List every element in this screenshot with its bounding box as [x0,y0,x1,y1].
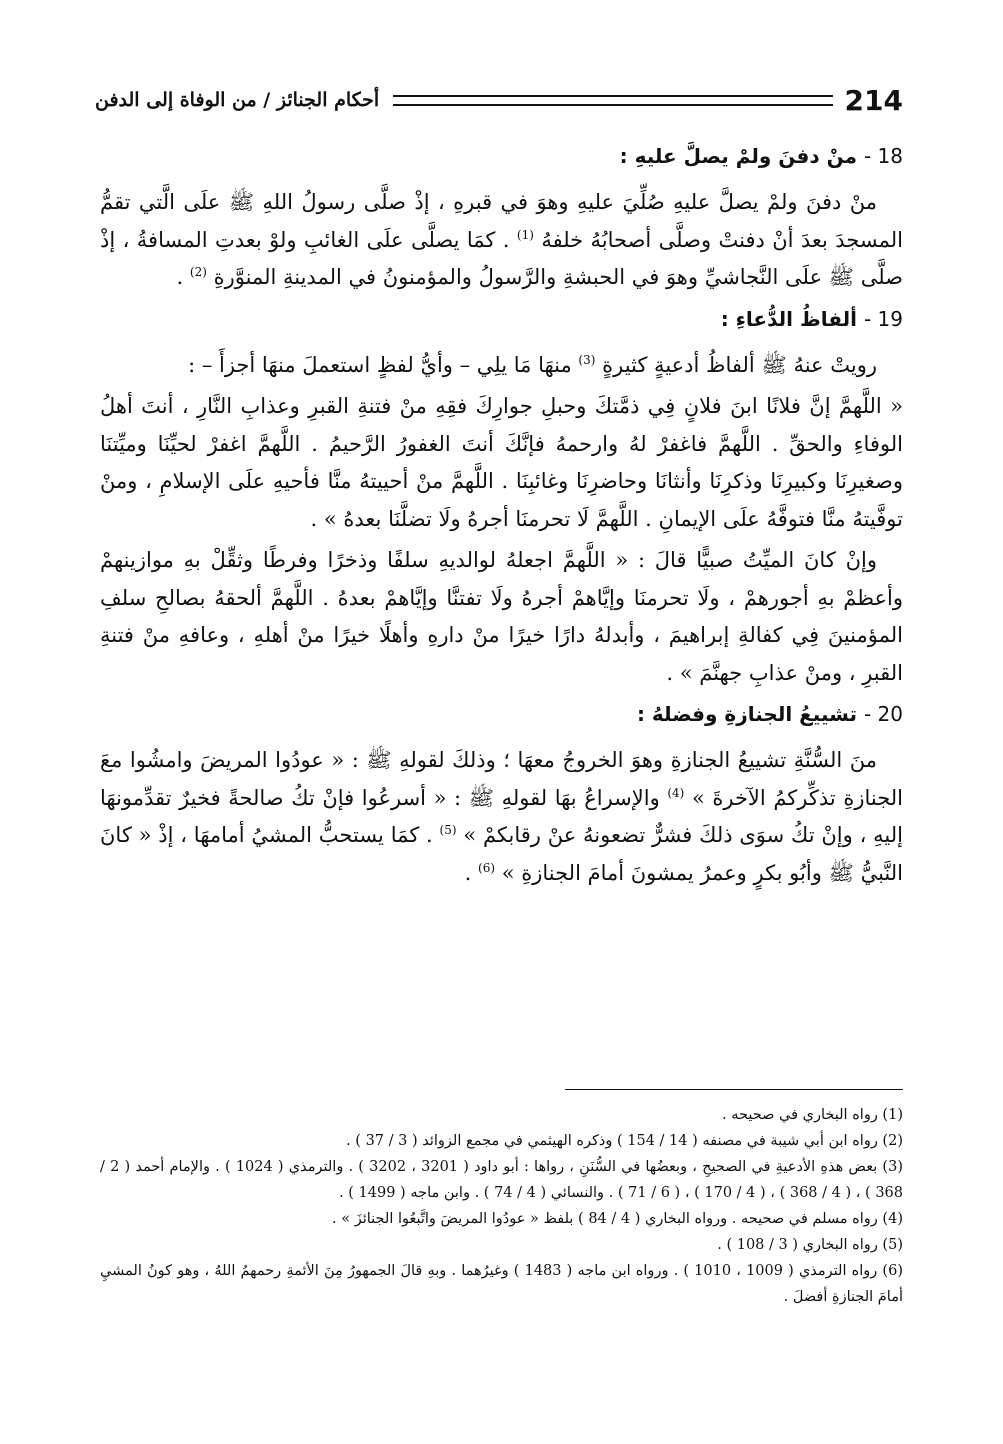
footnote-2: (2) رواه ابن أبي شيبة في مصنفه ( 14 / 154 ) وذكره الهيثمي في مجمع الزوائد ( 3 / 37 ) . [346,1133,903,1149]
paragraph-text: منهَا مَا يلِي – وأيُّ لفظٍ استعملَ منهَا أجزأَ – : [188,352,572,377]
section-title: ألفاظُ الدُّعاءِ : [720,306,857,331]
footnote-ref-3[interactable]: (3) [578,352,596,367]
footnote-ref-6[interactable]: (6) [478,860,496,875]
page-number: 214 [844,83,903,117]
section-number: 19 - [863,306,903,331]
footnote-ref-5[interactable]: (5) [439,823,457,837]
footnote-ref-1[interactable]: (1) [516,227,534,242]
paragraph-text: . [176,265,184,289]
section-18-paragraph [100,184,903,297]
header-double-rule [393,95,832,106]
footnote-separator [565,1089,903,1090]
page-header [95,80,903,120]
section-heading-20 [100,696,903,732]
section-19-intro [100,347,903,385]
footnote-ref-4[interactable]: (4) [667,785,685,800]
dua-child: وإنْ كانَ الميِّتُ صبيًّا قالَ : « اللَّهمَّ اجعلهُ لوالديهِ سلفًا وذخرًا وفرطًا وثقِّلْ بهِ موازينهمْ وأعظمْ بهِ أجورهمْ ، ولَا تحرمنَا وإيَّاهمْ أجرهُ ولَا تفتنَّا وإيَّاهمْ بعدهُ . اللَّهمَّ ألحقهُ بصالحِ سلفِ المؤمنينَ فِي كفالةِ إبراهيمَ ، وأبدلهُ دارًا خيرًا منْ دارهِ وأهلًا خيرًا منْ أهلهِ ، وعافهِ منْ فتنةِ القبرِ ، ومنْ عذابِ جهنَّمَ » . [100,548,903,685]
section-number: 20 - [863,702,903,726]
paragraph-text: منَ السُّنَّةِ تشييعُ الجنازةِ وهوَ الخروجُ معهَا ؛ وذلكَ لقولهِ ﷺ : « عودُوا المريضَ وامشُوا معَ الجنازةِ تذكِّركمُ الآخرةَ » [100,748,903,810]
section-number: 18 - [863,144,903,168]
section-title: منْ دفنَ ولمْ يصلَّ عليهِ : [619,144,857,168]
paragraph-text: . كمَا يصلَّى علَى الغائبِ ولوْ بعدتِ المسافةُ ، إذْ صلَّى ﷺ علَى النَّجاشيِّ وهوَ في الحبشةِ والرَّسولُ والمؤمنونُ في المدينةِ المنوَّرةِ [100,227,903,289]
dua-adult: « اللَّهمَّ إنَّ فلانًا ابنَ فلانٍ فِي ذمَّتكَ وحبلِ جوارِكَ فقِهِ منْ فتنةِ القبرِ وعذابِ النَّارِ ، أنتَ أهلُ الوفاءِ والحقِّ . اللَّهمَّ فاغفرْ لهُ وارحمهُ فإنَّكَ أنتَ الغفورُ الرَّحيمُ . اللَّهمَّ اغفرْ لحيِّنَا وميِّتنَا وصغيرِنَا وكبيرِنَا وذكرِنَا وأنثانَا وحاضرِنَا وغائبِنَا . اللَّهمَّ منْ أحييتهُ منَّا فأحيهِ علَى الإسلامِ ، ومنْ توفَّيتهُ منَّا فتوفَّهُ علَى الإيمانِ . اللَّهمَّ لَا تحرمنَا أجرهُ ولَا تضلَّنَا بعدهُ » . [100,394,903,531]
paragraph-text: . [464,860,472,885]
footnote-ref-2[interactable]: (2) [189,265,207,279]
footnote-3: (3) بعض هذهِ الأدعيةِ في الصحيحِ ، وبعضُها في السُّنَنِ ، رواها : أبو داود ( 3201 ، 3202 ) . والترمذي ( 1024 ) . والإمام أحمد ( 2 / 368 ) ، ( 4 / 368 ) ، ( 4 / 170 ) ، ( 6 / 71 ) . والنسائي ( 4 / 74 ) . وابن ماجه ( 1499 ) . [100,1159,903,1201]
footnote-6: (6) رواه الترمذي ( 1009 ، 1010 ) . ورواه ابن ماجه ( 1483 ) وغيرُهما . وبهِ قالَ الجمهورُ مِنَ الأئمةِ رحمهمُ اللهُ ، وهو كونُ المشيِ أمامَ الجنازةِ أفضلَ . [100,1263,903,1305]
section-heading-18 [100,138,903,174]
paragraph-text: منْ دفنَ ولمْ يصلَّ عليهِ صُلِّيَ عليهِ وهوَ في قبرهِ ، إذْ صلَّى رسولُ اللهِ ﷺ علَى الَّتي تقمُّ المسجدَ بعدَ أنْ دفنتْ وصلَّى أصحابُهُ خلفهُ [100,190,903,252]
section-heading-19 [100,301,903,337]
footnotes [100,1102,903,1310]
paragraph-text: . كمَا يستحبُّ المشيُ أمامهَا ، إذْ « كانَ النَّبيُّ ﷺ وأبُو بكرٍ وعمرُ يمشونَ أمامَ الجنازةِ » [100,823,903,885]
running-title: أحكام الجنائز / من الوفاة إلى الدفن [95,89,380,111]
footnote-4: (4) رواه مسلم في صحيحه . ورواه البخاري ( 4 / 84 ) بلفظ « عودُوا المريضَ واتَّبعُوا الجنائزَ » . [332,1211,903,1227]
main-text [100,138,903,896]
section-title: تشييعُ الجنازةِ وفضلهُ : [636,702,857,726]
section-20-paragraph [100,742,903,892]
footnote-1: (1) رواه البخاري في صحيحه . [722,1107,903,1123]
footnote-5: (5) رواه البخاري ( 3 / 108 ) . [717,1237,903,1253]
paragraph-text: رويتْ عنهُ ﷺ ألفاظُ أدعيةٍ كثيرةٍ [602,352,877,377]
paragraph-text: والإسراعُ بهَا لقولهِ ﷺ : « أسرعُوا فإنْ تكُ صالحةً فخيرٌ تقدِّمونهَا إليهِ ، وإنْ تكُ سوَى ذلكَ فشرٌّ تضعونهُ عنْ رقابكمْ » [100,785,903,847]
